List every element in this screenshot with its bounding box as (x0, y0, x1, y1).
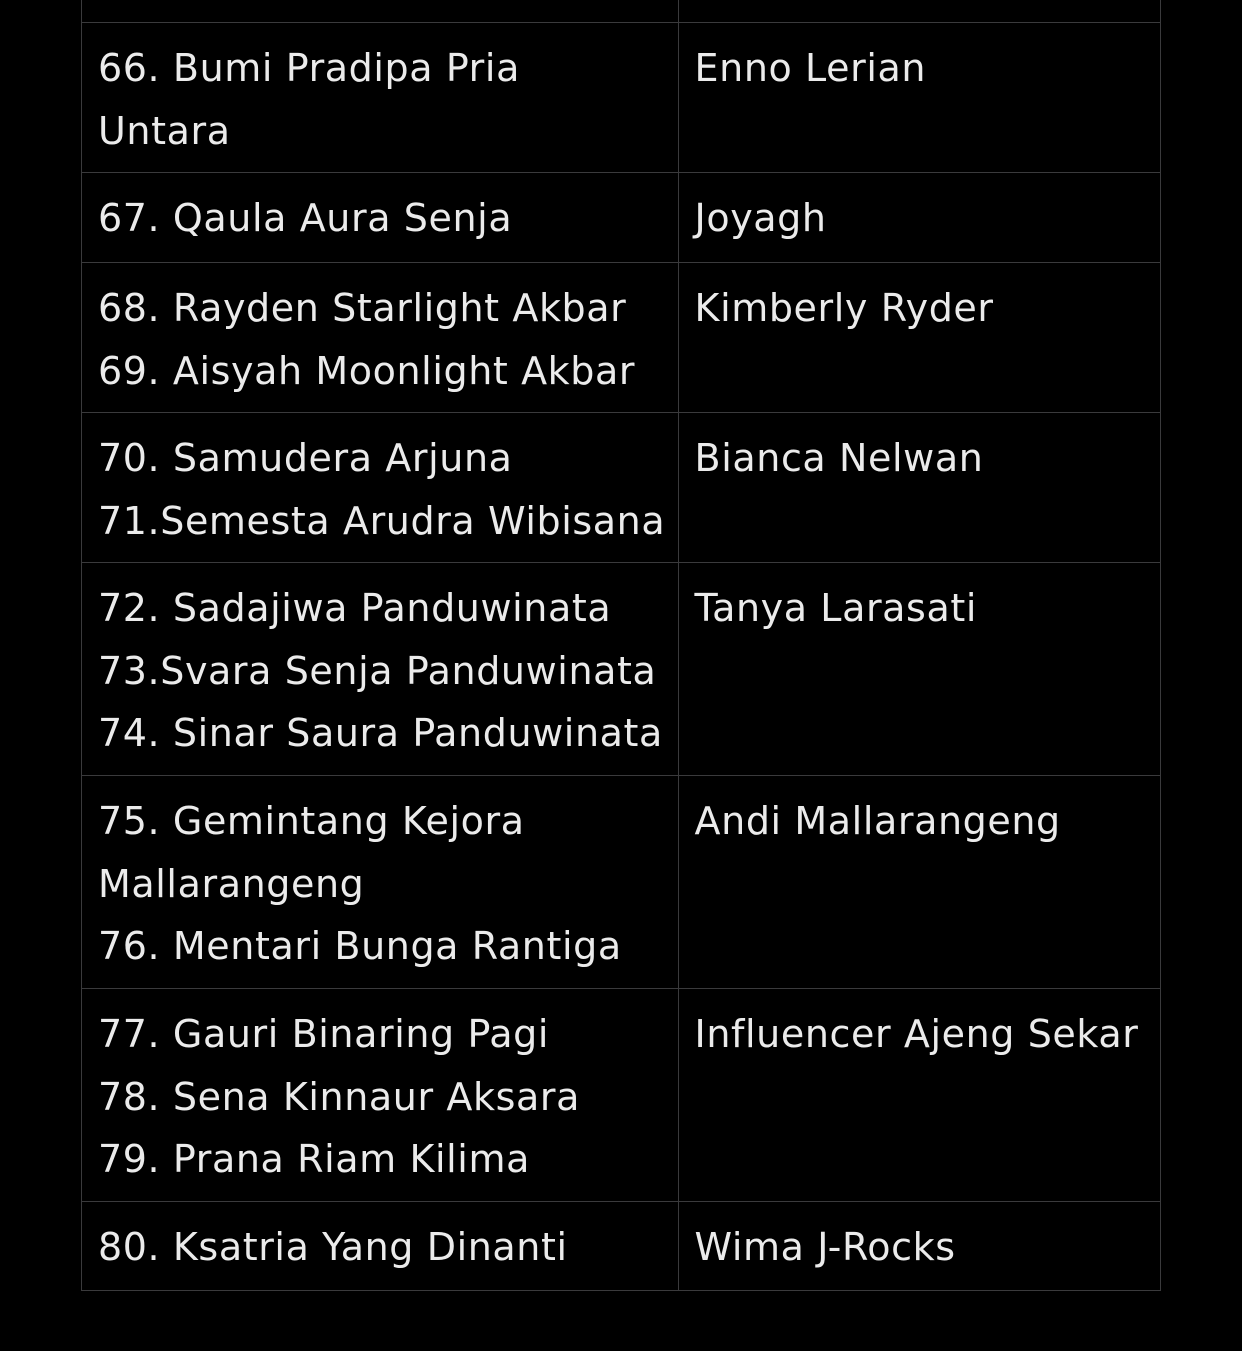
table-row (82, 263, 1161, 413)
table-row (82, 413, 1161, 563)
parent-name-cell (678, 1202, 1160, 1291)
child-names-cell (82, 563, 679, 776)
child-name: Mallarangeng (98, 861, 365, 906)
child-name: Untara (98, 108, 231, 153)
child-names-cell (82, 173, 679, 263)
table-row (82, 173, 1161, 263)
child-name: 73.Svara Senja Panduwinata (98, 648, 657, 693)
parent-name-cell (678, 23, 1160, 173)
child-name: 80. Ksatria Yang Dinanti (98, 1225, 568, 1269)
parent-name: Joyagh (694, 196, 827, 240)
table-row (82, 1202, 1161, 1291)
parent-name-cell (678, 263, 1160, 413)
child-names-cell (82, 989, 679, 1202)
child-name: 74. Sinar Saura Panduwinata (98, 711, 663, 755)
parent-name: Influencer Ajeng Sekar (694, 1012, 1139, 1056)
child-name: 76. Mentari Bunga Rantiga (98, 924, 622, 968)
parent-name: Bianca Nelwan (694, 436, 984, 480)
parent-name-cell (678, 413, 1160, 563)
child-names-cell (82, 1202, 679, 1291)
child-name: 79. Prana Riam Kilima (98, 1137, 530, 1181)
parent-name-cell (678, 563, 1160, 776)
parent-name: Enno Lerian (694, 46, 927, 90)
table-row (82, 563, 1161, 776)
parent-name-cell (678, 989, 1160, 1202)
parent-name-cell (678, 173, 1160, 263)
child-name: 70. Samudera Arjuna (98, 436, 513, 480)
child-names-cell (82, 263, 679, 413)
child-name: 69. Aisyah Moonlight Akbar (98, 348, 636, 393)
child-name: 77. Gauri Binaring Pagi (98, 1012, 550, 1056)
parent-name: Wima J-Rocks (694, 1225, 956, 1269)
child-name: 75. Gemintang Kejora (98, 799, 525, 843)
table-row-partial (82, 0, 1161, 23)
child-name: 78. Sena Kinnaur Aksara (98, 1074, 580, 1119)
child-names-cell (82, 776, 679, 989)
table-row (82, 989, 1161, 1202)
parent-name-cell (678, 776, 1160, 989)
parent-name: Andi Mallarangeng (694, 799, 1061, 843)
child-name: 67. Qaula Aura Senja (98, 196, 513, 240)
parent-name: Tanya Larasati (694, 586, 977, 630)
table-row (82, 23, 1161, 173)
parent-name: Kimberly Ryder (694, 286, 994, 330)
child-name: 68. Rayden Starlight Akbar (98, 286, 627, 330)
table-row (82, 776, 1161, 989)
child-name: 71.Semesta Arudra Wibisana (98, 498, 666, 543)
child-names-cell (82, 23, 679, 173)
child-name: 72. Sadajiwa Panduwinata (98, 586, 612, 630)
names-table (81, 0, 1161, 1291)
child-names-cell (82, 413, 679, 563)
child-name: 66. Bumi Pradipa Pria (98, 46, 520, 90)
